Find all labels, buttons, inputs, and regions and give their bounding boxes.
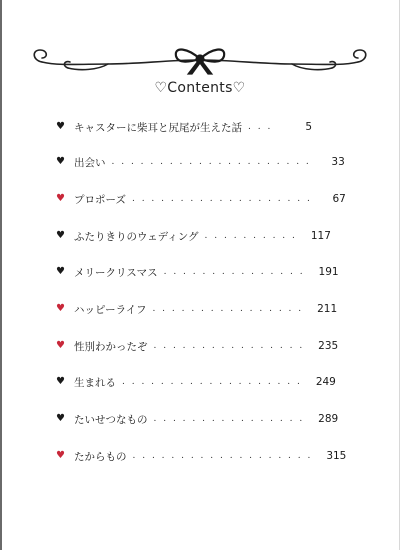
dot-leader: . . . . . . . . . . . . . . . . . . . . .: [111, 157, 311, 167]
dot-leader: . . . . . . . . . . . . . . . .: [153, 341, 305, 351]
toc-page-number: 5: [305, 121, 312, 133]
toc-page-number: 67: [332, 193, 346, 205]
toc-entry-title: 生まれる: [74, 376, 116, 389]
toc-entry-title: キャスターに柴耳と尻尾が生えた話: [74, 121, 242, 134]
toc-entry-title: たいせつなもの: [74, 413, 148, 426]
toc-page-number: 191: [318, 266, 339, 278]
dot-leader: . . .: [248, 122, 273, 132]
toc-entry[interactable]: [56, 226, 331, 246]
dot-leader: . . . . . . . . . . . . . . . .: [153, 414, 305, 424]
heart-icon: ♥: [56, 121, 65, 132]
toc-entry-title: 出会い: [74, 156, 106, 169]
toc-entry[interactable]: [56, 152, 345, 172]
heart-icon: ♥: [56, 156, 65, 167]
toc-page-number: 249: [315, 376, 336, 388]
toc-entry-title: 性別わかったぞ: [74, 340, 148, 353]
dot-leader: . . . . . . . . . . . . . . . .: [152, 304, 304, 314]
dot-leader: . . . . . . . . . . . . . . . . . . .: [122, 377, 302, 387]
toc-entry[interactable]: [56, 446, 347, 466]
toc-entry[interactable]: [56, 117, 312, 137]
toc-page-number: 289: [318, 413, 339, 425]
dot-leader: . . . . . . . . . . . . . . .: [163, 267, 305, 277]
heart-icon: ♥: [56, 266, 65, 277]
toc-page-number: 117: [310, 230, 331, 242]
toc-entry-title: たからもの: [74, 450, 127, 463]
dot-leader: . . . . . . . . . . . . . . . . . . .: [132, 451, 313, 461]
toc-entry[interactable]: [56, 189, 346, 209]
heart-icon: ♥: [56, 376, 65, 387]
toc-entry-title: ふたりきりのウェディング: [74, 230, 199, 243]
toc-entry[interactable]: [56, 262, 339, 282]
toc-entry[interactable]: [56, 409, 339, 429]
heart-icon: ♥: [56, 193, 65, 204]
toc-entry[interactable]: [56, 299, 338, 319]
toc-page-number: 211: [317, 303, 338, 315]
dot-leader: . . . . . . . . . . . . . . . . . . .: [131, 194, 312, 204]
toc-entry-title: プロポーズ: [74, 193, 126, 206]
toc-entry-title: ハッピーライフ: [74, 303, 147, 316]
heart-icon: ♥: [56, 230, 65, 241]
heart-icon: ♥: [56, 340, 65, 351]
toc-page-number: 235: [318, 340, 339, 352]
heart-icon: ♥: [56, 303, 65, 314]
heart-icon: ♥: [56, 413, 65, 424]
toc-entry[interactable]: [56, 336, 339, 356]
toc-entry-title: メリークリスマス: [74, 266, 158, 279]
toc-entry[interactable]: [56, 372, 336, 392]
page-title: ♡Contents♡: [154, 80, 246, 96]
dot-leader: . . . . . . . . . .: [204, 231, 297, 241]
toc-page-number: 33: [331, 156, 345, 168]
toc-page-number: 315: [326, 450, 347, 462]
heart-icon: ♥: [56, 450, 65, 461]
